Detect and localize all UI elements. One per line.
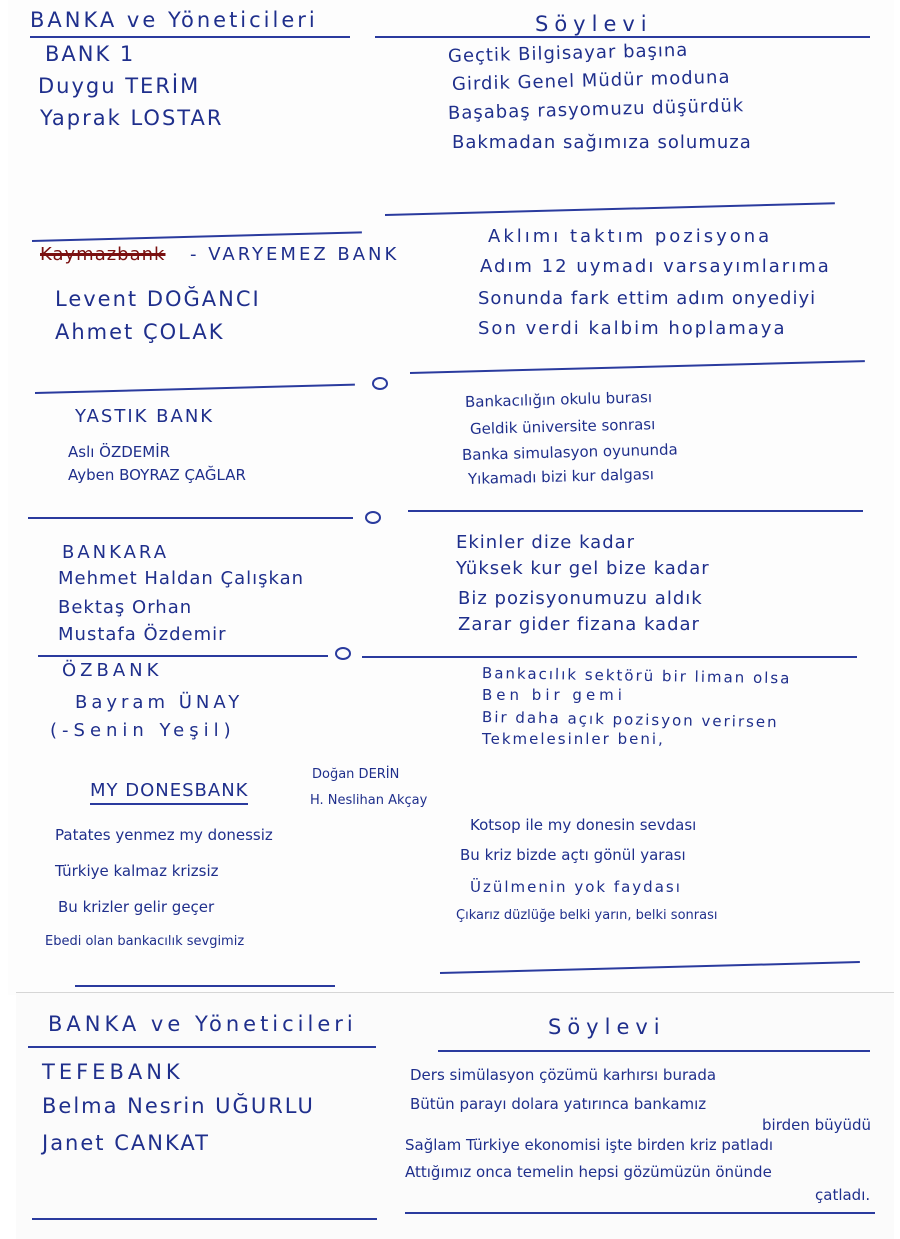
team-4-lyric-4: Zarar gider fizana kadar — [458, 614, 700, 635]
team-1-member-2: Yaprak LOSTAR — [40, 106, 224, 130]
team-2-lyric-2: Adım 12 uymadı varsayımlarıma — [480, 256, 831, 277]
bottom-lyric-5: Attığımız onca temelin hepsi gözümüzün önünde — [405, 1163, 772, 1181]
team-1-member-1: Duygu TERİM — [38, 74, 201, 98]
divider-4-left — [38, 655, 328, 657]
team-1-bank: BANK 1 — [45, 42, 136, 66]
bottom-lyric-4: Sağlam Türkiye ekonomisi işte birden kriz patladı — [405, 1136, 774, 1154]
bottom-header-underline-left — [28, 1046, 376, 1048]
team-3-lyric-1: Bankacılığın okulu burası — [464, 388, 653, 411]
team-4-member-1: Mehmet Haldan Çalışkan — [58, 568, 305, 589]
divider-3-ring — [365, 511, 381, 524]
team-3-lyric-4: Yıkamadı bizi kur dalgası — [467, 465, 655, 488]
team-5-lyric-4: Tekmelesinler beni, — [482, 730, 665, 748]
team-2-bank-struck: Kaymazbank — [40, 244, 166, 265]
team-5-member-1: Bayram ÜNAY — [75, 692, 244, 713]
team-5-lyric-1: Bankacılık sektörü bir liman olsa — [481, 664, 792, 688]
bottom-lyric-1: Ders simülasyon çözümü karhırsı burada — [410, 1066, 717, 1084]
team-1-lyric-4: Bakmadan sağımıza solumuza — [452, 132, 752, 153]
team-6-bank: MY DONESBANK — [90, 780, 248, 805]
team-4-lyric-3: Biz pozisyonumuzu aldık — [458, 588, 703, 609]
team-6-lyric-3: Üzülmenin yok faydası — [470, 878, 682, 896]
team-6-member-2: H. Neslihan Akçay — [310, 793, 428, 808]
team-6-left-line-2: Türkiye kalmaz krizsiz — [55, 862, 219, 880]
divider-3-left — [28, 517, 353, 519]
team-1-lyric-3: Başabaş rasyomuzu düşürdük — [447, 95, 745, 124]
team-6-left-line-4: Ebedi olan bankacılık sevgimiz — [45, 934, 245, 949]
header-underline-right — [375, 36, 870, 38]
team-4-member-3: Mustafa Özdemir — [58, 624, 227, 645]
team-3-member-1: Aslı ÖZDEMİR — [68, 443, 171, 461]
team-4-member-2: Bektaş Orhan — [58, 597, 193, 618]
team-6-left-line-3: Bu krizler gelir geçer — [58, 898, 215, 916]
bottom-lyric-3: birden büyüdü — [762, 1116, 872, 1134]
team-3-bank: YASTIK BANK — [75, 406, 215, 427]
team-2-bank: - VARYEMEZ BANK — [190, 244, 400, 265]
team-2-lyric-4: Son verdi kalbim hoplamaya — [478, 318, 787, 339]
team-2-member-1: Levent DOĞANCI — [55, 287, 261, 311]
team-1-lyric-2: Girdik Genel Müdür moduna — [451, 66, 731, 95]
team-6-lyric-2: Bu kriz bizde açtı gönül yarası — [460, 846, 686, 864]
team-4-lyric-1: Ekinler dize kadar — [456, 532, 636, 553]
team-5-member-2: (-Senin Yeşil) — [50, 720, 236, 741]
divider-5-left — [75, 985, 335, 987]
divider-2-ring — [372, 377, 388, 390]
team-3-member-2: Ayben BOYRAZ ÇAĞLAR — [68, 466, 246, 484]
team-6-left-line-1: Patates yenmez my donessiz — [55, 826, 273, 844]
team-3-lyric-3: Banka simulasyon oyununda — [461, 440, 678, 464]
team-6-lyric-4: Çıkarız düzlüğe belki yarın, belki sonrası — [456, 908, 718, 923]
bottom-footer-rule-left — [32, 1218, 377, 1220]
bottom-header-speech: Söylevi — [548, 1015, 666, 1039]
bottom-member-2: Janet CANKAT — [42, 1131, 210, 1155]
bottom-lyric-2: Bütün parayı dolara yatırınca bankamız — [410, 1095, 707, 1113]
team-6-lyric-1: Kotsop ile my donesin sevdası — [470, 816, 697, 834]
bottom-footer-rule-right — [405, 1212, 875, 1214]
team-4-lyric-2: Yüksek kur gel bize kadar — [456, 558, 710, 579]
bottom-header-banks-managers: BANKA ve Yöneticileri — [48, 1012, 357, 1036]
header-banks-managers: BANKA ve Yöneticileri — [30, 8, 318, 32]
bottom-header-underline-right — [438, 1050, 870, 1052]
divider-3-right — [408, 510, 863, 512]
top-sheet — [8, 0, 894, 995]
header-speech: Söylevi — [535, 12, 653, 36]
team-2-bank-old — [40, 244, 165, 265]
divider-4-ring — [335, 647, 351, 660]
team-2-lyric-3: Sonunda fark ettim adım onyediyi — [478, 288, 817, 309]
team-5-bank: ÖZBANK — [62, 660, 163, 681]
bottom-lyric-6: çatladı. — [815, 1186, 871, 1204]
team-4-bank: BANKARA — [62, 542, 170, 563]
bottom-member-1: Belma Nesrin UĞURLU — [42, 1094, 315, 1118]
team-6-member-1: Doğan DERİN — [312, 767, 400, 782]
team-1-lyric-1: Geçtik Bilgisayar başına — [447, 39, 689, 67]
team-3-lyric-2: Geldik üniversite sonrası — [469, 415, 656, 438]
team-5-lyric-3: Bir daha açık pozisyon verirsen — [481, 708, 779, 732]
header-underline-left — [30, 36, 350, 38]
team-2-lyric-1: Aklımı taktım pozisyona — [488, 226, 773, 247]
divider-4-right — [362, 656, 857, 658]
team-5-lyric-2: Ben bir gemi — [482, 686, 626, 704]
team-2-member-2: Ahmet ÇOLAK — [55, 320, 225, 344]
bottom-bank: TEFEBANK — [42, 1060, 184, 1084]
